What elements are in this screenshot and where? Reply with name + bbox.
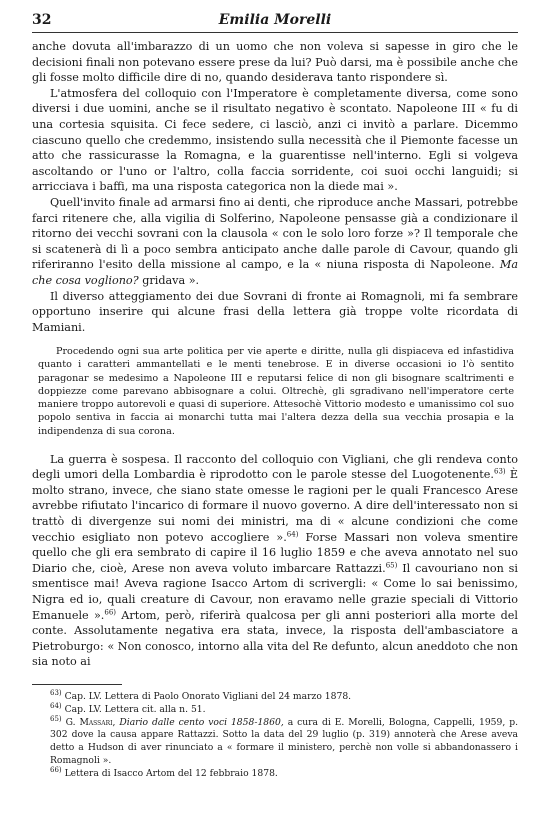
footnote-text: Cap. LV. Lettera di Paolo Onorato Vigliani del 24 marzo 1878. (64, 691, 352, 703)
paragraph-text: Quell'invito finale ad armarsi fino ai denti, che riproduce anche Massari, potrebbe farci ritenere che, alla vigilia di Solferino, Napoleone pensasse già a condizionare il ritorno dei vecchi sovrani con la clausola « con le solo loro forze »? Il temporale che si scatenerà di lì a poco sembra anticipato anche dalle parole di Cavour, quando gli riferiranno l'esito della missione al campo, e la « niuna risposta di Napoleone. (32, 195, 518, 272)
paragraph: Il diverso atteggiamento dei due Sovrani di fronte ai Romagnoli, mi fa sembrare opportuno inserire qui alcune frasi della lettera già troppe volte ricordata di Mamiani. (32, 289, 518, 334)
paragraph (32, 452, 518, 670)
footnote-text: a cura di E. Morelli, Bologna, Cappelli, 1959, p. 302 dove la causa appare Rattazzi. Sotto la data del 29 luglio (p. 319) annoterà che Arese aveva detto a Hudson di aver rinunciato a « formare il ministero, perchè non volle si abbandonassero i Romagnoli ». (50, 716, 519, 766)
running-title: Emilia Morelli (218, 12, 332, 28)
footnote (32, 688, 518, 704)
paragraph-text: Il cavouriano non si smentisce mai! Aveva ragione Isacco Artom di scrivergli: « Come lo sai benissimo, Nigra ed io, quali creature di Cavour, non eravamo nelle grazie speciali di Vittorio Emanuele ». (32, 561, 519, 622)
footnote (32, 714, 519, 768)
paragraph-text: È molto strano, invece, che siano state omesse le ragioni per le quali Francesco Arese avrebbe rifiutato l'incarico di formare il nuovo governo. A dire dell'interessato non si trattò di divergenze sui nomi dei ministri, ma di « alcune condizioni che come vecchio esigliato non potevo accogliere ». (32, 468, 518, 544)
footnote-ref[interactable]: 65) (385, 561, 398, 570)
footnote-title: Diario dalle cento voci 1858-1860, (119, 716, 284, 728)
main-text (32, 39, 518, 335)
footnote-ref[interactable]: 64) (286, 529, 299, 538)
footnote-author: G. Massari, (65, 716, 116, 728)
page-header (32, 10, 518, 33)
footnote-ref[interactable]: 66) (104, 607, 116, 616)
paragraph (32, 195, 518, 289)
block-quote (32, 345, 518, 437)
paragraph: L'atmosfera del colloquio con l'Imperatore è completamente diversa, come sono diversi i due uomini, anche se il risultato negativo è scontato. Napoleone III « fu di una cortesia squisita. Ci fece sedere, ci lasciò, anzi ci invitò a parlare. Dicemmo ciascuno quello che credemmo, insistendo sulla necessità che il Piemonte facesse un atto che rassicurasse la Romagna, e la guarentisse nell'interno. Egli si volgeva ascoltando or l'uno or l'altro, colla faccia sorridente, coi suoi occhi languidi; si arricciava i baffi, ma una risposta categorica non la diede mai ». (32, 86, 518, 194)
paragraph: anche dovuta all'imbarazzo di un uomo che non voleva si sapesse in giro che le decisioni finali non potevano essere prese da lui? Può darsi, ma è possibile anche che gli fosse molto difficile dire di no, quando desiderava tanto rispondere sì. (32, 40, 518, 85)
italic-quote: Ma che cosa vogliono? (32, 258, 518, 287)
footnote-text: Lettera di Isacco Artom del 12 febbraio 1878. (64, 767, 278, 779)
footnotes (32, 688, 519, 781)
paragraph-text: La guerra è sospesa. Il racconto del colloquio con Vigliani, che gli rendeva conto degli umori della Lombardia è riprodotto con le parole stesse del Luogotenente. (32, 452, 518, 482)
footnote (32, 765, 518, 781)
paragraph-text-end: gridava ». (138, 273, 200, 287)
footnote-divider (32, 684, 122, 685)
footnote-ref[interactable]: 63) (493, 467, 506, 476)
quote-text: Procedendo ogni sua arte politica per vie aperte e diritte, nulla gli dispiaceva ed infastidiva quanto i caratteri ammantellati e le menti tenebrose. E in diverse occasioni io l'ò sentito paragonar se medesimo a Napoleone III e reputarsi felice di non gli bisognare scaltrimenti e doppiezze come parevano abbisognare a colui. Oltrechè, gli sgradivano nell'imperatore certe maniere troppo autorevoli e quasi di superiore. Attesochè Vittorio modesto e umanissimo col suo popolo sentiva in faccia ai monarchi tutta mai l'altera dezza della sua vecchia prosapia e la indipendenza di sua corona. (38, 346, 514, 437)
footnote-number: 66) (50, 765, 62, 774)
footnote-number: 64) (50, 701, 62, 710)
footnote-text: Cap. LV. Lettera cit. alla n. 51. (64, 703, 206, 715)
paragraph-text: Forse Massari non voleva smentire quello che gli era sembrato di capire il 16 luglio 1859 e che aveva annotato nel suo Diario che, cioè, Arese non aveva voluto imbarcare Rattazzi. (32, 530, 518, 575)
footnote-number: 63) (50, 688, 62, 697)
footnote-number: 65) (50, 714, 62, 723)
book-page (32, 10, 518, 781)
main-text-continued (32, 452, 518, 670)
paragraph-text: Artom, però, riferirà qualcosa per gli anni posteriori alla morte del conte. Assolutamente negativa era stata, invece, la risposta dell'ambasciatore a Pietroburgo: « Non conosco, intorno alla vita del Re defunto, alcun aneddoto che non sia noto ai (32, 608, 518, 669)
page-number: 32 (32, 12, 52, 28)
footnote (32, 701, 518, 717)
